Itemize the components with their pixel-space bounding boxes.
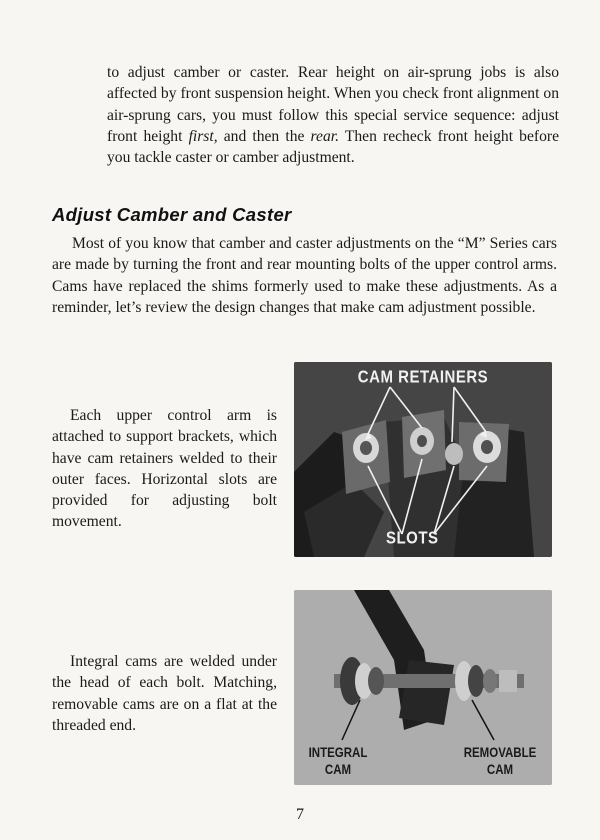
emphasis-first: first, [188, 127, 218, 145]
paragraph-text: and then the [217, 127, 311, 145]
cam-retainers-photo [294, 362, 552, 557]
integral-cam-label-text: INTEGRAL CAM [308, 746, 368, 778]
continuation-paragraph [107, 62, 559, 168]
integral-cam-label [308, 745, 368, 779]
slots-label: SLOTS [386, 528, 439, 549]
cam-retainers-description: Each upper control arm is attached to support brackets, which have cam retainers welded to their outer faces. Horizontal slots are provided for adjusting bolt movement. [52, 407, 277, 531]
emphasis-rear: rear. [310, 127, 339, 145]
cam-bolt-photo [294, 590, 552, 785]
paragraph-text: to adjust camber or caster. Rear height on air-sprung jobs is also affected by front suspension height. When you check front alignment on air-sprung cars, you must follow this special service sequence: adjust front height [107, 64, 559, 145]
intro-paragraph: Most of you know that camber and caster adjustments on the “M” Series cars are made by turning the front and rear mounting bolts of the upper control arms. Cams have replaced the shims formerly used to make these adjustments. As a reminder, let’s review the design changes that make cam adjustment possible. [52, 235, 557, 316]
removable-cam-label [462, 745, 538, 779]
page-number: 7 [296, 806, 304, 823]
cam-retainers-label: CAM RETAINERS [357, 367, 489, 388]
paragraph-text: Then recheck front height before you tackle caster or camber adjustment. [107, 127, 559, 167]
removable-cam-label-text: REMOVABLE CAM [463, 746, 537, 778]
integral-cams-description: Integral cams are welded under the head of each bolt. Matching, removable cams are on a flat at the threaded end. [52, 653, 277, 734]
section-heading: Adjust Camber and Caster [52, 204, 292, 225]
